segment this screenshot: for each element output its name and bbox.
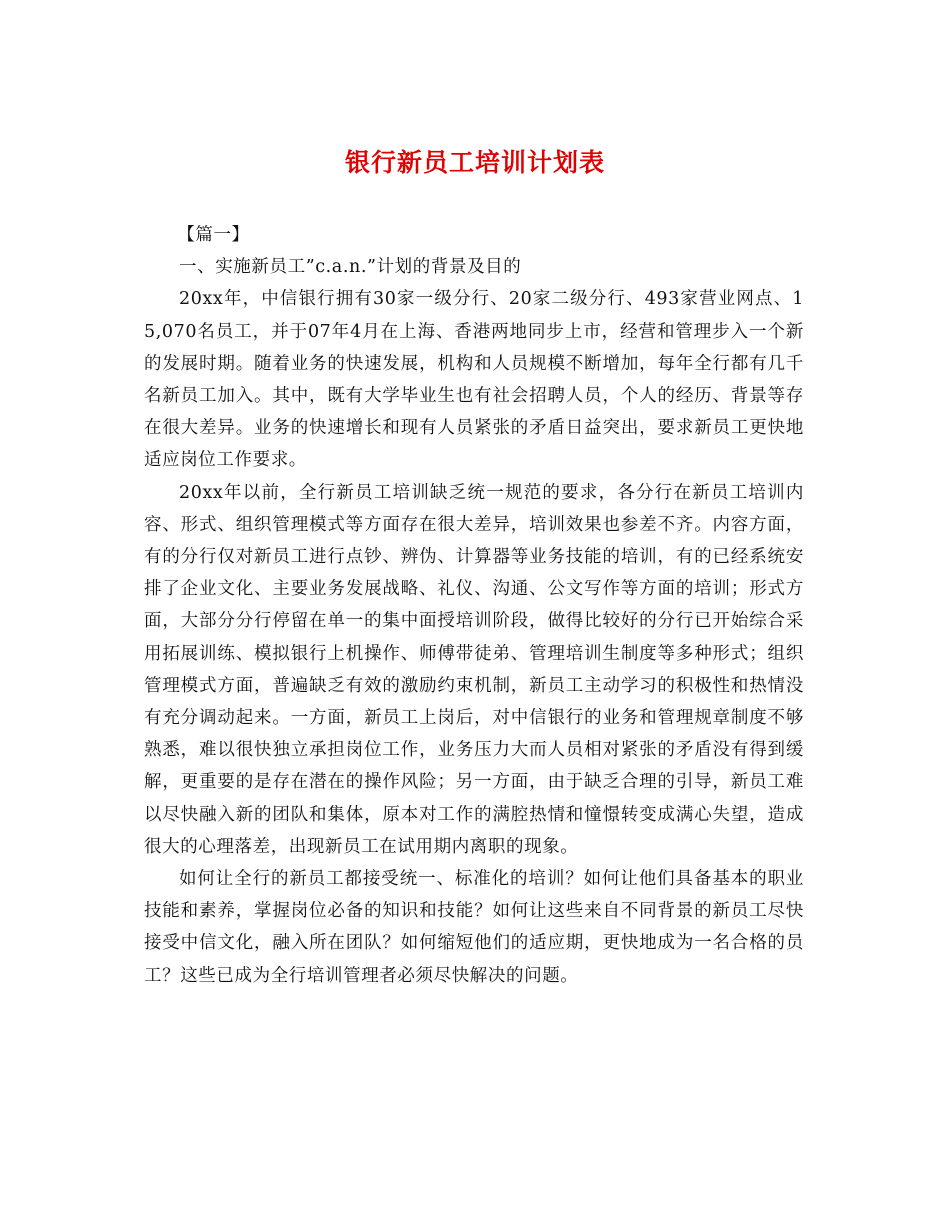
paragraph-3: 如何让全行的新员工都接受统一、标准化的培训？如何让他们具备基本的职业技能和素养，掌握岗位必备的知识和技能？如何让这些来自不同背景的新员工尽快接受中信文化，融入所在团队？如何缩短他们的适应期，更快地成为一名合格的员工？这些已成为全行培训管理者必须尽快解决的问题。	[144, 869, 804, 986]
section-label: 【篇一】	[177, 225, 250, 245]
document-body	[144, 219, 804, 992]
paragraph-1: 20xx年，中信银行拥有30家一级分行、20家二级分行、493家营业网点、15,070名员工，并于07年4月在上海、香港两地同步上市，经营和管理步入一个新的发展时期。随着业务的快速发展，机构和人员规模不断增加，每年全行都有几千名新员工加入。其中，既有大学毕业生也有社会招聘人员，个人的经历、背景等存在很大差异。业务的快速增长和现有人员紧张的矛盾日益突出，要求新员工更快地适应岗位工作要求。	[144, 289, 804, 471]
document-title: 银行新员工培训计划表	[344, 148, 605, 177]
section-heading: 一、实施新员工”c.a.n.”计划的背景及目的	[179, 257, 522, 278]
paragraph-2: 20xx年以前，全行新员工培训缺乏统一规范的要求，各分行在新员工培训内容、形式、组织管理模式等方面存在很大差异，培训效果也参差不齐。内容方面，有的分行仅对新员工进行点钞、辨伪、计算器等业务技能的培训，有的已经系统安排了企业文化、主要业务发展战略、礼仪、沟通、公文写作等方面的培训；形式方面，大部分分行停留在单一的集中面授培训阶段，做得比较好的分行已开始综合采用拓展训练、模拟银行上机操作、师傅带徒弟、管理培训生制度等多种形式；组织管理模式方面，普遍缺乏有效的激励约束机制，新员工主动学习的积极性和热情没有充分调动起来。一方面，新员工上岗后，对中信银行的业务和管理规章制度不够熟悉，难以很快独立承担岗位工作，业务压力大而人员相对紧张的矛盾没有得到缓解，更重要的是存在潜在的操作风险；另一方面，由于缺乏合理的引导，新员工难以尽快融入新的团队和集体，原本对工作的满腔热情和憧憬转变成满心失望，造成很大的心理落差，出现新员工在试用期内离职的现象。	[144, 482, 804, 857]
